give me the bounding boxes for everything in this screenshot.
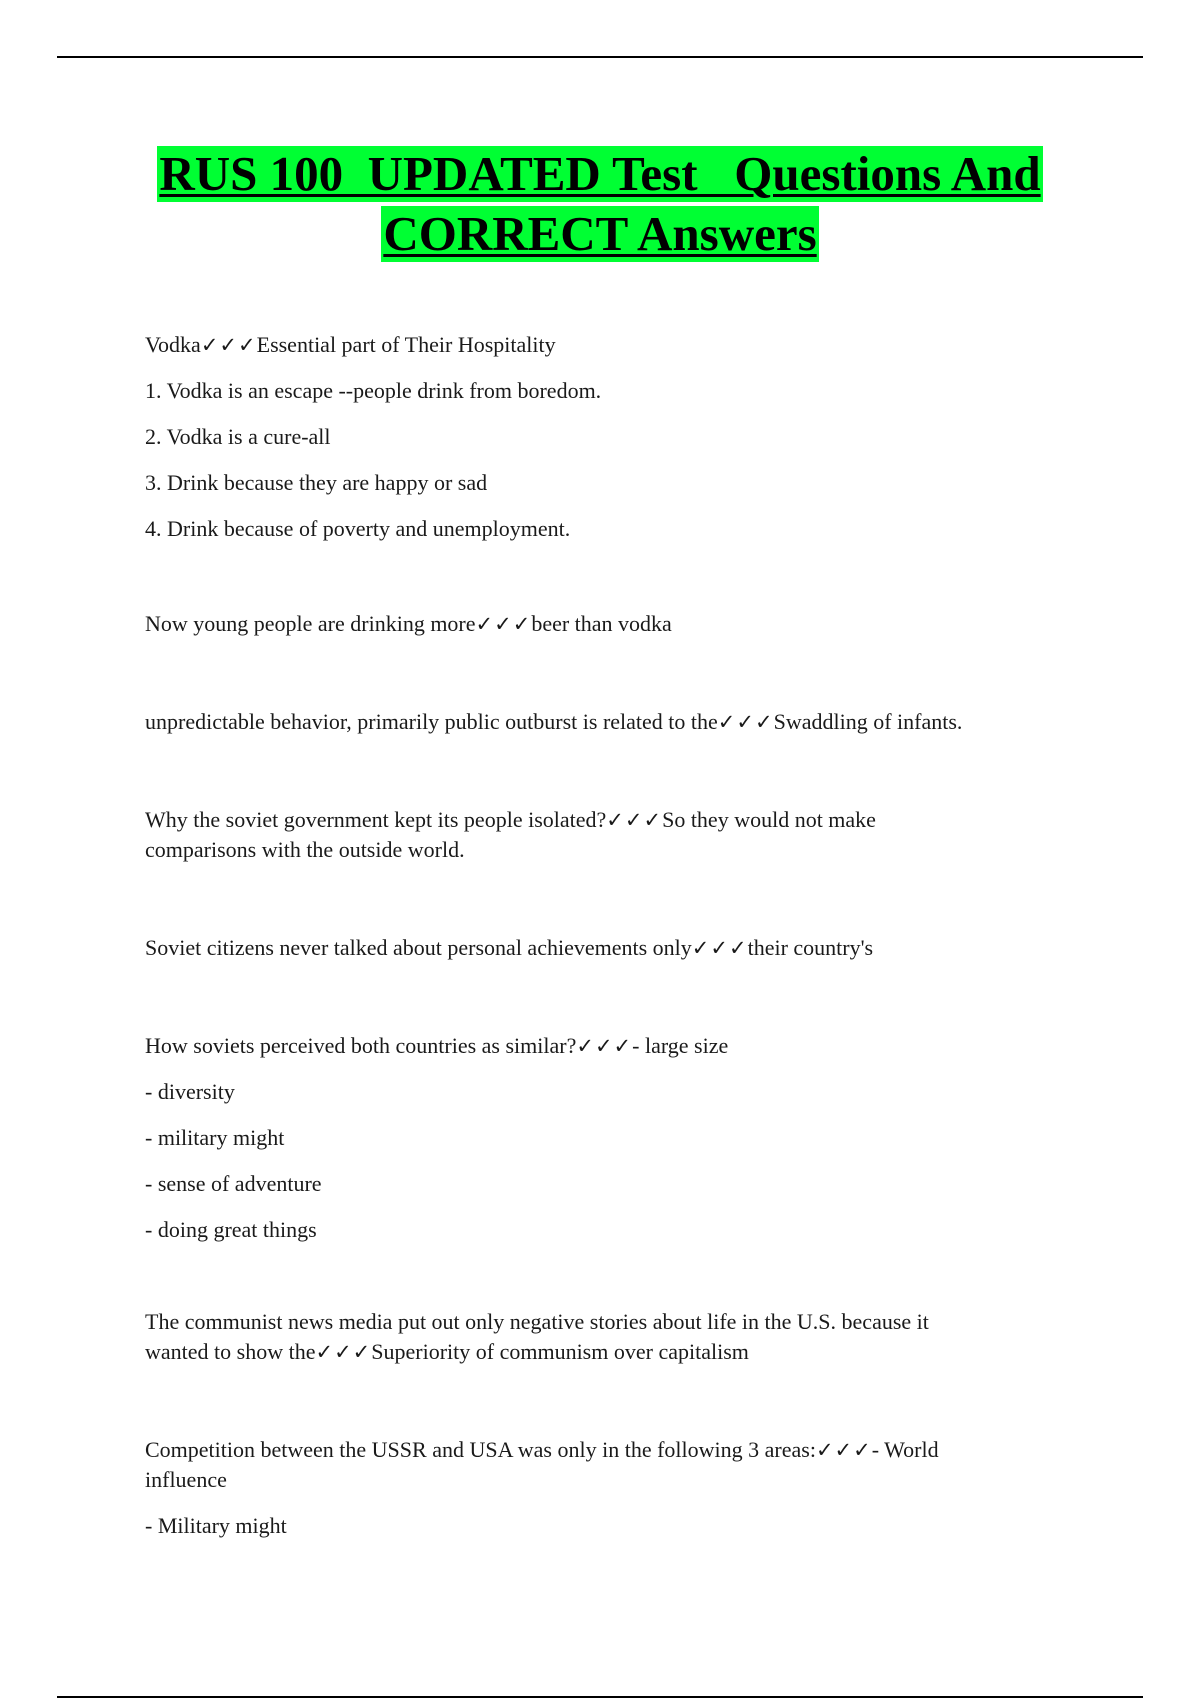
qa-content — [145, 330, 1065, 1541]
check-mark-icon: ✓✓✓ — [815, 1438, 872, 1462]
answer-text: Superiority of communism over capitalism — [371, 1339, 749, 1364]
question-text: The communist news media put out only negative stories about life in the U.S. because it — [145, 1309, 929, 1334]
qa-item — [145, 330, 1065, 360]
answer-text: their country's — [747, 935, 874, 960]
document-title — [0, 146, 1200, 266]
question-text: Competition between the USSR and USA was only in the following 3 areas: — [145, 1437, 816, 1462]
question-text: wanted to show the — [145, 1339, 316, 1364]
list-item: - diversity — [145, 1079, 235, 1104]
title-line-2: CORRECT Answers — [383, 206, 817, 261]
question-text: Vodka — [145, 332, 201, 357]
question-text: Now young people are drinking more — [145, 611, 476, 636]
list-item: - military might — [145, 1125, 285, 1150]
answer-continuation: influence — [145, 1467, 227, 1492]
check-mark-icon: ✓✓✓ — [315, 1340, 372, 1364]
check-mark-icon: ✓✓✓ — [717, 710, 774, 734]
qa-item — [145, 1307, 1065, 1337]
check-mark-icon: ✓✓✓ — [475, 612, 532, 636]
qa-item — [145, 1435, 1065, 1465]
qa-item — [145, 609, 1065, 639]
qa-item-continuation — [145, 1337, 1065, 1367]
check-mark-icon: ✓✓✓ — [576, 1034, 633, 1058]
answer-text: Swaddling of infants. — [773, 709, 963, 734]
check-mark-icon: ✓✓✓ — [200, 333, 257, 357]
question-text: How soviets perceived both countries as similar? — [145, 1033, 577, 1058]
answer-continuation: comparisons with the outside world. — [145, 837, 465, 862]
answer-text: - World — [871, 1437, 939, 1462]
answer-text: - large size — [632, 1033, 729, 1058]
list-item: 4. Drink because of poverty and unemployment. — [145, 516, 571, 541]
title-line-1: RUS 100 UPDATED Test Questions And — [159, 146, 1041, 201]
question-text: Why the soviet government kept its people isolated? — [145, 807, 607, 832]
qa-item — [145, 805, 1065, 835]
check-mark-icon: ✓✓✓ — [606, 808, 663, 832]
list-item: 3. Drink because they are happy or sad — [145, 470, 488, 495]
answer-text: beer than vodka — [531, 611, 672, 636]
qa-item — [145, 1031, 1065, 1061]
question-text: Soviet citizens never talked about personal achievements only — [145, 935, 692, 960]
answer-text: Essential part of Their Hospitality — [256, 332, 556, 357]
list-item: 1. Vodka is an escape --people drink from boredom. — [145, 378, 602, 403]
top-rule — [57, 56, 1143, 58]
answer-text: So they would not make — [662, 807, 876, 832]
list-item: - doing great things — [145, 1217, 317, 1242]
list-item: - Military might — [145, 1513, 287, 1538]
list-item: 2. Vodka is a cure-all — [145, 424, 331, 449]
check-mark-icon: ✓✓✓ — [691, 936, 748, 960]
qa-item — [145, 933, 1065, 963]
qa-item — [145, 707, 1065, 737]
bottom-rule — [57, 1696, 1143, 1698]
question-text: unpredictable behavior, primarily public outburst is related to the — [145, 709, 718, 734]
list-item: - sense of adventure — [145, 1171, 322, 1196]
